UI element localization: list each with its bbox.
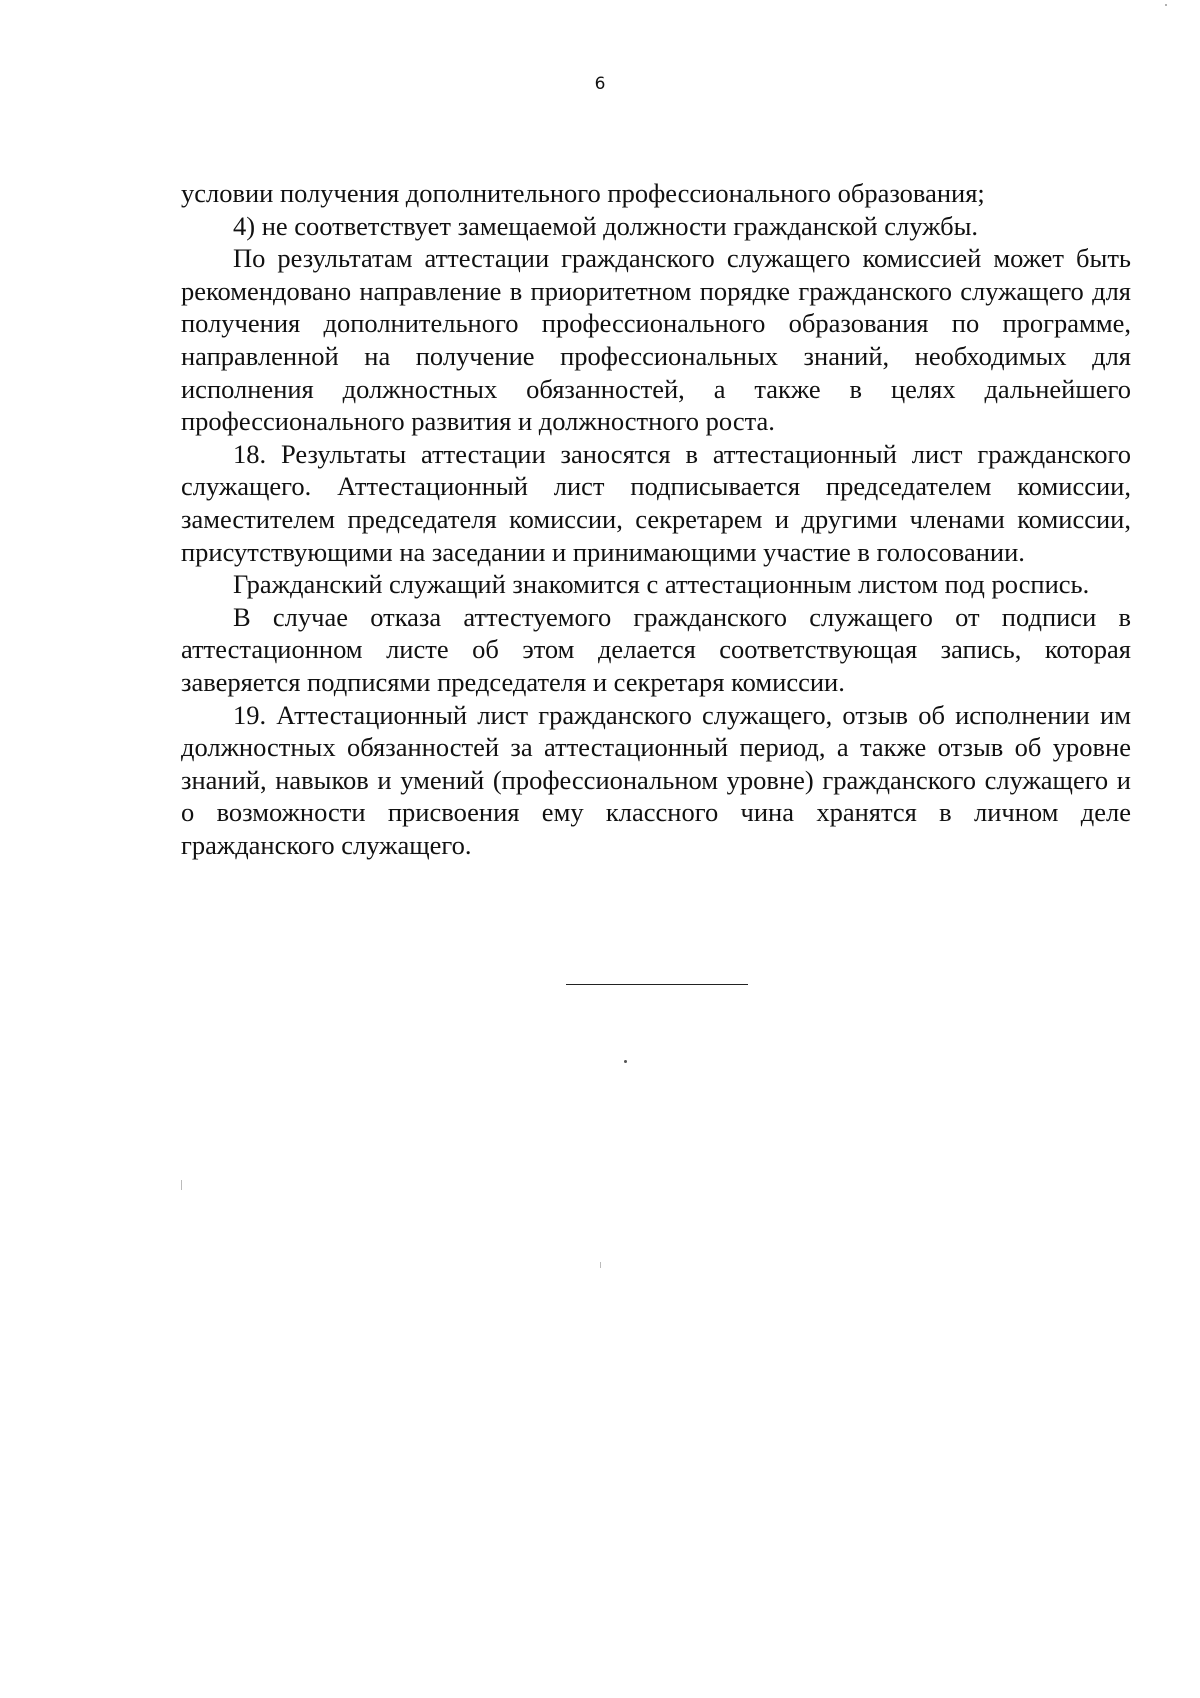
paragraph-continuation: условии получения дополнительного профессионального образования;	[181, 178, 985, 208]
scan-speck	[1165, 4, 1167, 6]
scan-speck	[624, 1060, 627, 1063]
document-body	[181, 177, 1131, 861]
paragraph-clause-19: 19. Аттестационный лист гражданского служащего, отзыв об исполнении им должностных обязанностей за аттестационный период, а также отзыв об уровне знаний, навыков и умений (профессиональном уровне) гражданского служащего и о возможности присвоения ему классного чина хранятся в личном деле гражданского служащего.	[181, 699, 1131, 860]
scan-artifact-line	[600, 1262, 601, 1268]
scan-artifact-line	[181, 1180, 182, 1190]
paragraph-clause-18: 18. Результаты аттестации заносятся в аттестационный лист гражданского служащего. Аттестационный лист подписывается председателем комиссии, заместителем председателя комиссии, секретарем и другими членами комиссии, присутствующими на заседании и принимающими участие в голосовании.	[181, 438, 1131, 567]
paragraph-refusal: В случае отказа аттестуемого гражданского служащего от подписи в аттестационном листе об этом делается соответствующая запись, которая заверяется подписями председателя и секретаря комиссии.	[181, 601, 1131, 697]
paragraph-recommendation: По результатам аттестации гражданского служащего комиссией может быть рекомендовано направление в приоритетном порядке гражданского служащего для получения дополнительного профессионального образования по программе, направленной на получение профессиональных знаний, необходимых для исполнения должностных обязанностей, а также в целях дальнейшего профессионального развития и должностного роста.	[181, 243, 1131, 437]
page-number: 6	[594, 74, 606, 94]
paragraph-item-4: 4) не соответствует замещаемой должности гражданской службы.	[233, 210, 979, 241]
paragraph-acknowledgement: Гражданский служащий знакомится с аттестационным листом под роспись.	[233, 569, 1090, 600]
end-of-text-rule	[566, 984, 748, 985]
